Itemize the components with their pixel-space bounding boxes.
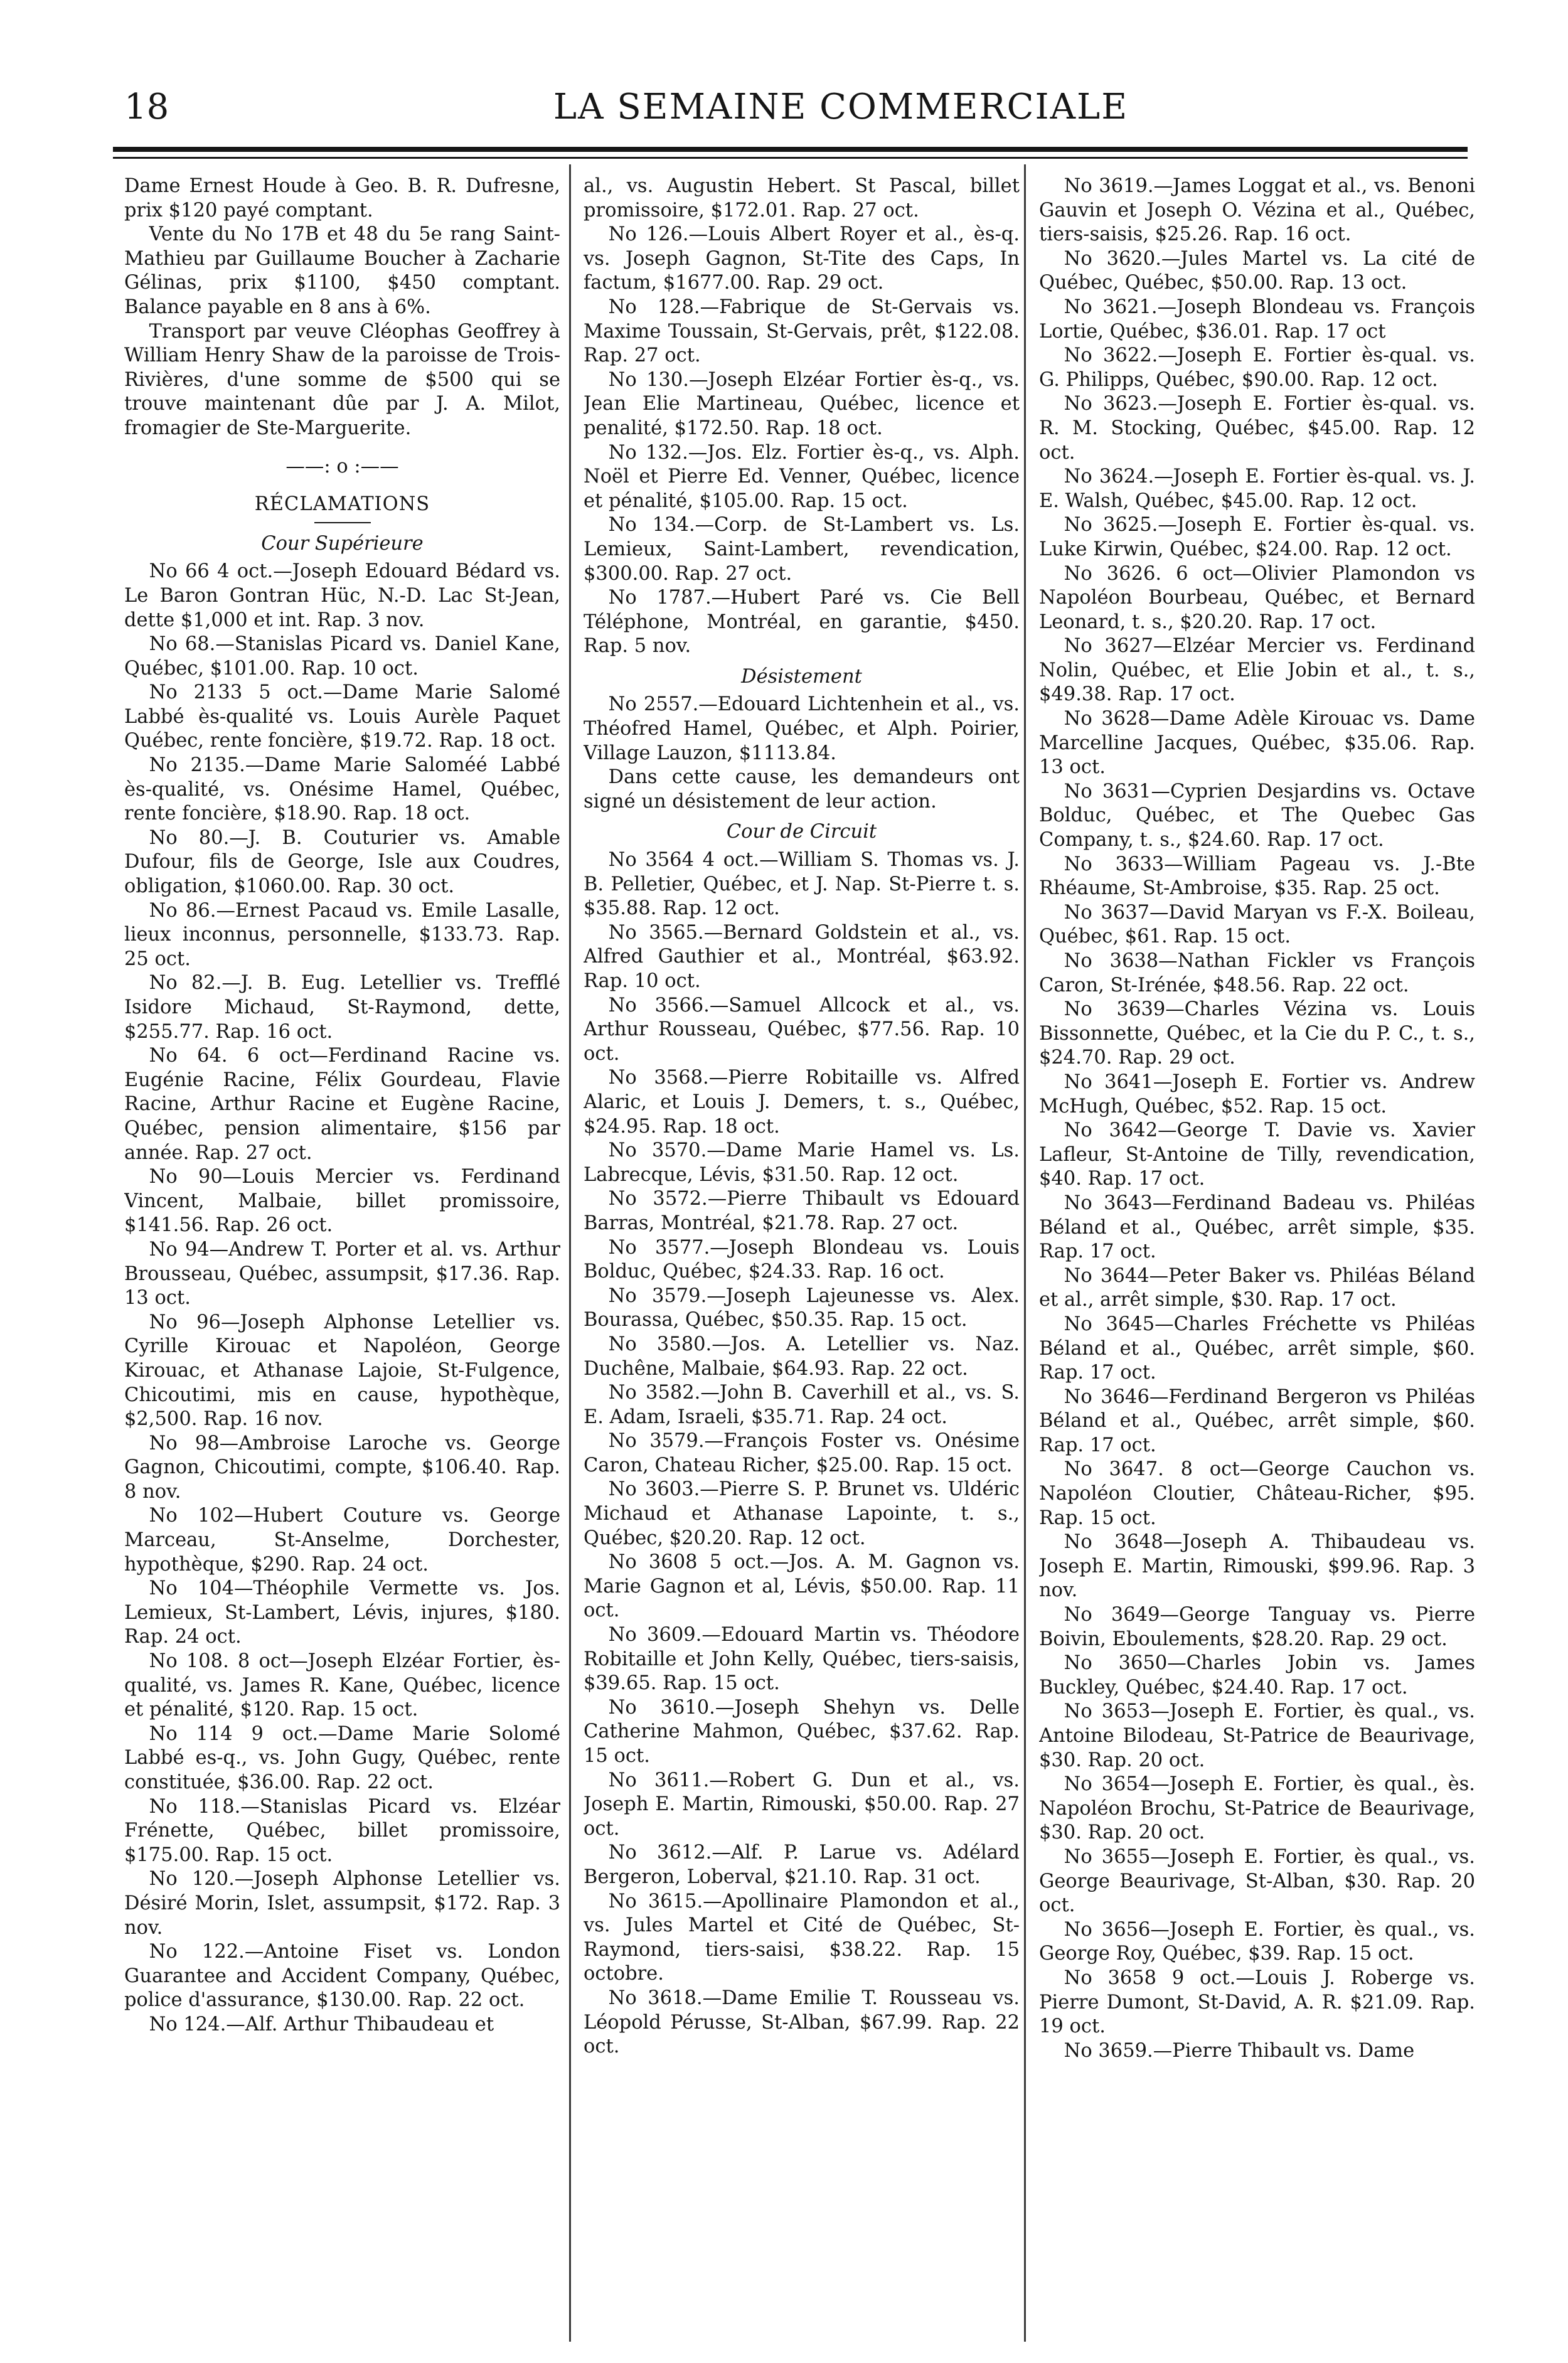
- claim-entry: No 3577.—Joseph Blondeau vs. Louis Bolduc, Québec, $24.33. Rap. 16 oct.: [584, 1236, 1020, 1283]
- claim-entry: No 3619.—James Loggat et al., vs. Benoni Gauvin et Joseph O. Vézina et al., Québec, tiers-saisis, $25.26. Rap. 16 oct.: [1039, 175, 1475, 246]
- claim-entry: No 3647. 8 oct—George Cauchon vs. Napoléon Cloutier, Château-Richer, $95. Rap. 15 oct.: [1039, 1458, 1475, 1529]
- claim-entry: No 3642—George T. Davie vs. Xavier Lafleur, St-Antoine de Tilly, revendication, $40. Rap. 17 oct.: [1039, 1119, 1475, 1190]
- claim-entry: No 3582.—John B. Caverhill et al., vs. S. E. Adam, Israeli, $35.71. Rap. 24 oct.: [584, 1382, 1020, 1428]
- claim-entry: No 3564 4 oct.—William S. Thomas vs. J. B. Pelletier, Québec, et J. Nap. St-Pierre t. s. $35.88. Rap. 12 oct.: [584, 849, 1020, 920]
- claim-entry: No 3653—Joseph E. Fortier, ès qual., vs. Antoine Bilodeau, St-Patrice de Beaurivage, $30. Rap. 20 oct.: [1039, 1700, 1475, 1771]
- claim-entry: No 3570.—Dame Marie Hamel vs. Ls. Labrecque, Lévis, $31.50. Rap. 12 oct.: [584, 1139, 1020, 1186]
- intro-paragraph: Dame Ernest Houde à Geo. B. R. Dufresne, prix $120 payé comptant.: [124, 175, 560, 221]
- claim-entry: No 2133 5 oct.—Dame Marie Salomé Labbé ès-qualité vs. Louis Aurèle Paquet Québec, rente foncière, $19.72. Rap. 18 oct.: [124, 681, 560, 752]
- claim-entry: No 3621.—Joseph Blondeau vs. François Lortie, Québec, $36.01. Rap. 17 oct: [1039, 296, 1475, 343]
- subsection-heading-desistement: Désistement: [741, 665, 862, 688]
- claim-entry: No 3579.—François Foster vs. Onésime Caron, Chateau Richer, $25.00. Rap. 15 oct.: [584, 1430, 1020, 1476]
- claim-entry: No 3643—Ferdinand Badeau vs. Philéas Béland et al., Québec, arrêt simple, $35. Rap. 17 oct.: [1039, 1192, 1475, 1263]
- claim-entry: No 3637—David Maryan vs F.-X. Boileau, Québec, $61. Rap. 15 oct.: [1039, 901, 1475, 948]
- section-heading-reclamations: RÉCLAMATIONS: [254, 493, 430, 516]
- claim-entry: No 3658 9 oct.—Louis J. Roberge vs. Pierre Dumont, St-David, A. R. $21.09. Rap. 19 oct.: [1039, 1966, 1475, 2038]
- claim-entry-continued: al., vs. Augustin Hebert. St Pascal, billet promissoire, $172.01. Rap. 27 oct.: [584, 175, 1020, 221]
- claim-entry: No 3626. 6 oct—Olivier Plamondon vs Napoléon Bourbeau, Québec, et Bernard Leonard, t. s., $20.20. Rap. 17 oct.: [1039, 562, 1475, 633]
- claim-entry: No 3656—Joseph E. Fortier, ès qual., vs. George Roy, Québec, $39. Rap. 15 oct.: [1039, 1918, 1475, 1965]
- column-1: [124, 174, 560, 2333]
- claim-entry: No 3611.—Robert G. Dun et al., vs. Joseph E. Martin, Rimouski, $50.00. Rap. 27 oct.: [584, 1769, 1020, 1840]
- claim-entry: No 130.—Joseph Elzéar Fortier ès-q., vs. Jean Elie Martineau, Québec, licence et penalité, $172.50. Rap. 18 oct.: [584, 368, 1020, 439]
- claim-entry: No 3622.—Joseph E. Fortier ès-qual. vs. G. Philipps, Québec, $90.00. Rap. 12 oct.: [1039, 344, 1475, 391]
- claim-entry: No 126.—Louis Albert Royer et al., ès-q. vs. Joseph Gagnon, St-Tite des Caps, In factum, $1677.00. Rap. 29 oct.: [584, 223, 1020, 294]
- claim-entry: No 3659.—Pierre Thibault vs. Dame: [1064, 2039, 1415, 2062]
- claim-entry: No 3646—Ferdinand Bergeron vs Philéas Béland et al., Québec, arrêt simple, $60. Rap. 17 oct.: [1039, 1385, 1475, 1456]
- column-2: [584, 174, 1020, 2333]
- column-separator-right: [1024, 164, 1026, 2342]
- claim-entry: No 3572.—Pierre Thibault vs Edouard Barras, Montréal, $21.78. Rap. 27 oct.: [584, 1188, 1020, 1234]
- claim-entry: No 104—Théophile Vermette vs. Jos. Lemieux, St-Lambert, Lévis, injures, $180. Rap. 24 oct.: [124, 1577, 560, 1648]
- claim-entry: No 108. 8 oct—Joseph Elzéar Fortier, ès-qualité, vs. James R. Kane, Québec, licence et pénalité, $120. Rap. 15 oct.: [124, 1650, 560, 1721]
- claim-entry: No 134.—Corp. de St-Lambert vs. Ls. Lemieux, Saint-Lambert, revendication, $300.00. Rap. 27 oct.: [584, 514, 1020, 585]
- claim-entry: No 3650—Charles Jobin vs. James Buckley, Québec, $24.40. Rap. 17 oct.: [1039, 1652, 1475, 1699]
- claim-entry: No 94—Andrew T. Porter et al. vs. Arthur Brousseau, Québec, assumpsit, $17.36. Rap. 13 oct.: [124, 1238, 560, 1310]
- header-rule-thick: [113, 147, 1468, 152]
- claim-entry: No 3620.—Jules Martel vs. La cité de Québec, Québec, $50.00. Rap. 13 oct.: [1039, 247, 1475, 294]
- claim-entry: No 82.—J. B. Eug. Letellier vs. Trefflé Isidore Michaud, St-Raymond, dette, $255.77. Rap. 16 oct.: [124, 972, 560, 1043]
- claim-entry: No 3645—Charles Fréchette vs Philéas Béland et al., Québec, arrêt simple, $60. Rap. 17 oct.: [1039, 1313, 1475, 1384]
- claim-entry: No 86.—Ernest Pacaud vs. Emile Lasalle, lieux inconnus, personnelle, $133.73. Rap. 25 oct.: [124, 899, 560, 970]
- claim-entry: No 2557.—Edouard Lichtenhein et al., vs. Théofred Hamel, Québec, et Alph. Poirier, Village Lauzon, $1113.84.: [584, 693, 1020, 764]
- claim-entry: No 90—Louis Mercier vs. Ferdinand Vincent, Malbaie, billet promissoire, $141.56. Rap. 26 oct.: [124, 1166, 560, 1237]
- column-separator-left: [569, 164, 571, 2342]
- heading-underline: [314, 522, 371, 523]
- claim-entry: No 3623.—Joseph E. Fortier ès-qual. vs. R. M. Stocking, Québec, $45.00. Rap. 12 oct.: [1039, 393, 1475, 464]
- subsection-heading-cour-de-circuit: Cour de Circuit: [726, 821, 877, 843]
- claim-entry: No 80.—J. B. Couturier vs. Amable Dufour, fils de George, Isle aux Coudres, obligation, $1060.00. Rap. 30 oct.: [124, 826, 560, 898]
- claim-entry: No 3644—Peter Baker vs. Philéas Béland et al., arrêt simple, $30. Rap. 17 oct.: [1039, 1264, 1475, 1311]
- intro-paragraph: Transport par veuve Cléophas Geoffrey à William Henry Shaw de la paroisse de Trois-Rivières, d'une somme de $500 qui se trouve maintenant dûe par J. A. Milot, fromagier de Ste-Marguerite.: [124, 320, 560, 439]
- claim-entry: No 1787.—Hubert Paré vs. Cie Bell Téléphone, Montréal, en garantie, $450. Rap. 5 nov.: [584, 587, 1020, 658]
- claim-entry: No 3579.—Joseph Lajeunesse vs. Alex. Bourassa, Québec, $50.35. Rap. 15 oct.: [584, 1284, 1020, 1331]
- subsection-heading-cour-superieure: Cour Supérieure: [261, 532, 424, 555]
- claim-entry: No 64. 6 oct—Ferdinand Racine vs. Eugénie Racine, Félix Gourdeau, Flavie Racine, Arthur Racine et Eugène Racine, Québec, pension alimentaire, $156 par année. Rap. 27 oct.: [124, 1045, 560, 1164]
- publication-title: LA SEMAINE COMMERCIALE: [553, 87, 1129, 127]
- claim-entry: No 3649—George Tanguay vs. Pierre Boivin, Eboulements, $28.20. Rap. 29 oct.: [1039, 1604, 1475, 1650]
- claim-entry: No 120.—Joseph Alphonse Letellier vs. Désiré Morin, Islet, assumpsit, $172. Rap. 3 nov.: [124, 1868, 560, 1939]
- claim-entry: No 3609.—Edouard Martin vs. Théodore Robitaille et John Kelly, Québec, tiers-saisis, $39.65. Rap. 15 oct.: [584, 1624, 1020, 1695]
- claim-entry: No 3638—Nathan Fickler vs François Caron, St-Irénée, $48.56. Rap. 22 oct.: [1039, 950, 1475, 996]
- claim-entry: No 3603.—Pierre S. P. Brunet vs. Uldéric Michaud et Athanase Lapointe, t. s., Québec, $20.20. Rap. 12 oct.: [584, 1478, 1020, 1549]
- claim-entry: No 66 4 oct.—Joseph Edouard Bédard vs. Le Baron Gontran Hüc, N.-D. Lac St-Jean, dette $1,000 et int. Rap. 3 nov.: [124, 560, 560, 631]
- intro-paragraph: Vente du No 17B et 48 du 5e rang Saint-Mathieu par Guillaume Boucher à Zacharie Gélinas, prix $1100, $450 comptant. Balance payable en 8 ans à 6%.: [124, 223, 560, 318]
- claim-entry: No 2135.—Dame Marie Saloméé Labbé ès-qualité, vs. Onésime Hamel, Québec, rente foncière, $18.90. Rap. 18 oct.: [124, 754, 560, 825]
- claim-entry: No 124.—Alf. Arthur Thibaudeau et: [149, 2013, 494, 2035]
- claim-entry: No 132.—Jos. Elz. Fortier ès-q., vs. Alph. Noël et Pierre Ed. Venner, Québec, licence et pénalité, $105.00. Rap. 15 oct.: [584, 441, 1020, 512]
- claim-entry: No 128.—Fabrique de St-Gervais vs. Maxime Toussain, St-Gervais, prêt, $122.08. Rap. 27 oct.: [584, 296, 1020, 367]
- column-3: [1039, 174, 1475, 2333]
- claim-entry: No 3615.—Apollinaire Plamondon et al., vs. Jules Martel et Cité de Québec, St-Raymond, tiers-saisi, $38.22. Rap. 15 octobre.: [584, 1890, 1020, 1985]
- claim-entry: No 68.—Stanislas Picard vs. Daniel Kane, Québec, $101.00. Rap. 10 oct.: [124, 633, 560, 680]
- claim-entry: No 3608 5 oct.—Jos. A. M. Gagnon vs. Marie Gagnon et al, Lévis, $50.00. Rap. 11 oct.: [584, 1551, 1020, 1622]
- claim-entry: No 3627—Elzéar Mercier vs. Ferdinand Nolin, Québec, et Elie Jobin et al., t. s., $49.38. Rap. 17 oct.: [1039, 635, 1475, 706]
- claim-entry: No 3565.—Bernard Goldstein et al., vs. Alfred Gauthier et al., Montréal, $63.92. Rap. 10 oct.: [584, 921, 1020, 992]
- claim-entry: No 3610.—Joseph Shehyn vs. Delle Catherine Mahmon, Québec, $37.62. Rap. 15 oct.: [584, 1696, 1020, 1767]
- page-number: 18: [124, 87, 169, 127]
- claim-entry: No 3654—Joseph E. Fortier, ès qual., ès. Napoléon Brochu, St-Patrice de Beaurivage, $30. Rap. 20 oct.: [1039, 1773, 1475, 1844]
- claim-entry: No 3648—Joseph A. Thibaudeau vs. Joseph E. Martin, Rimouski, $99.96. Rap. 3 nov.: [1039, 1531, 1475, 1602]
- claim-entry: No 3631—Cyprien Desjardins vs. Octave Bolduc, Québec, et The Quebec Gas Company, t. s., $24.60. Rap. 17 oct.: [1039, 780, 1475, 851]
- claim-note: Dans cette cause, les demandeurs ont signé un désistement de leur action.: [584, 766, 1020, 813]
- claim-entry: No 118.—Stanislas Picard vs. Elzéar Frénette, Québec, billet promissoire, $175.00. Rap. 15 oct.: [124, 1795, 560, 1866]
- claim-entry: No 96—Joseph Alphonse Letellier vs. Cyrille Kirouac et Napoléon, George Kirouac, et Athanase Lajoie, St-Fulgence, Chicoutimi, mis en cause, hypothèque, $2,500. Rap. 16 nov.: [124, 1311, 560, 1431]
- claim-entry: No 3566.—Samuel Allcock et al., vs. Arthur Rousseau, Québec, $77.56. Rap. 10 oct.: [584, 994, 1020, 1065]
- claim-entry: No 122.—Antoine Fiset vs. London Guarantee and Accident Company, Québec, police d'assurance, $130.00. Rap. 22 oct.: [124, 1941, 560, 2012]
- claim-entry: No 114 9 oct.—Dame Marie Solomé Labbé es-q., vs. John Gugy, Québec, rente constituée, $36.00. Rap. 22 oct.: [124, 1722, 560, 1793]
- claim-entry: No 3618.—Dame Emilie T. Rousseau vs. Léopold Pérusse, St-Alban, $67.99. Rap. 22 oct.: [584, 1987, 1020, 2058]
- claim-entry: No 3633—William Pageau vs. J.-Bte Rhéaume, St-Ambroise, $35. Rap. 25 oct.: [1039, 853, 1475, 900]
- claim-entry: No 3568.—Pierre Robitaille vs. Alfred Alaric, et Louis J. Demers, t. s., Québec, $24.95. Rap. 18 oct.: [584, 1067, 1020, 1138]
- claim-entry: No 98—Ambroise Laroche vs. George Gagnon, Chicoutimi, compte, $106.40. Rap. 8 nov.: [124, 1432, 560, 1503]
- header-rule-thin: [113, 157, 1468, 159]
- claim-entry: No 3639—Charles Vézina vs. Louis Bissonnette, Québec, et la Cie du P. C., t. s., $24.70. Rap. 29 oct.: [1039, 998, 1475, 1069]
- claim-entry: No 3625.—Joseph E. Fortier ès-qual. vs. Luke Kirwin, Québec, $24.00. Rap. 12 oct.: [1039, 514, 1475, 560]
- claim-entry: No 3641—Joseph E. Fortier vs. Andrew McHugh, Québec, $52. Rap. 15 oct.: [1039, 1070, 1475, 1117]
- claim-entry: No 102—Hubert Couture vs. George Marceau, St-Anselme, Dorchester, hypothèque, $290. Rap. 24 oct.: [124, 1505, 560, 1576]
- claim-entry: No 3612.—Alf. P. Larue vs. Adélard Bergeron, Loberval, $21.10. Rap. 31 oct.: [584, 1842, 1020, 1888]
- claim-entry: No 3628—Dame Adèle Kirouac vs. Dame Marcelline Jacques, Québec, $35.06. Rap. 13 oct.: [1039, 708, 1475, 779]
- section-divider: ——: o :——: [285, 455, 399, 477]
- claim-entry: No 3655—Joseph E. Fortier, ès qual., vs. George Beaurivage, St-Alban, $30. Rap. 20 oct.: [1039, 1845, 1475, 1917]
- claim-entry: No 3580.—Jos. A. Letellier vs. Naz. Duchêne, Malbaie, $64.93. Rap. 22 oct.: [584, 1333, 1020, 1380]
- claim-entry: No 3624.—Joseph E. Fortier ès-qual. vs. J. E. Walsh, Québec, $45.00. Rap. 12 oct.: [1039, 466, 1475, 512]
